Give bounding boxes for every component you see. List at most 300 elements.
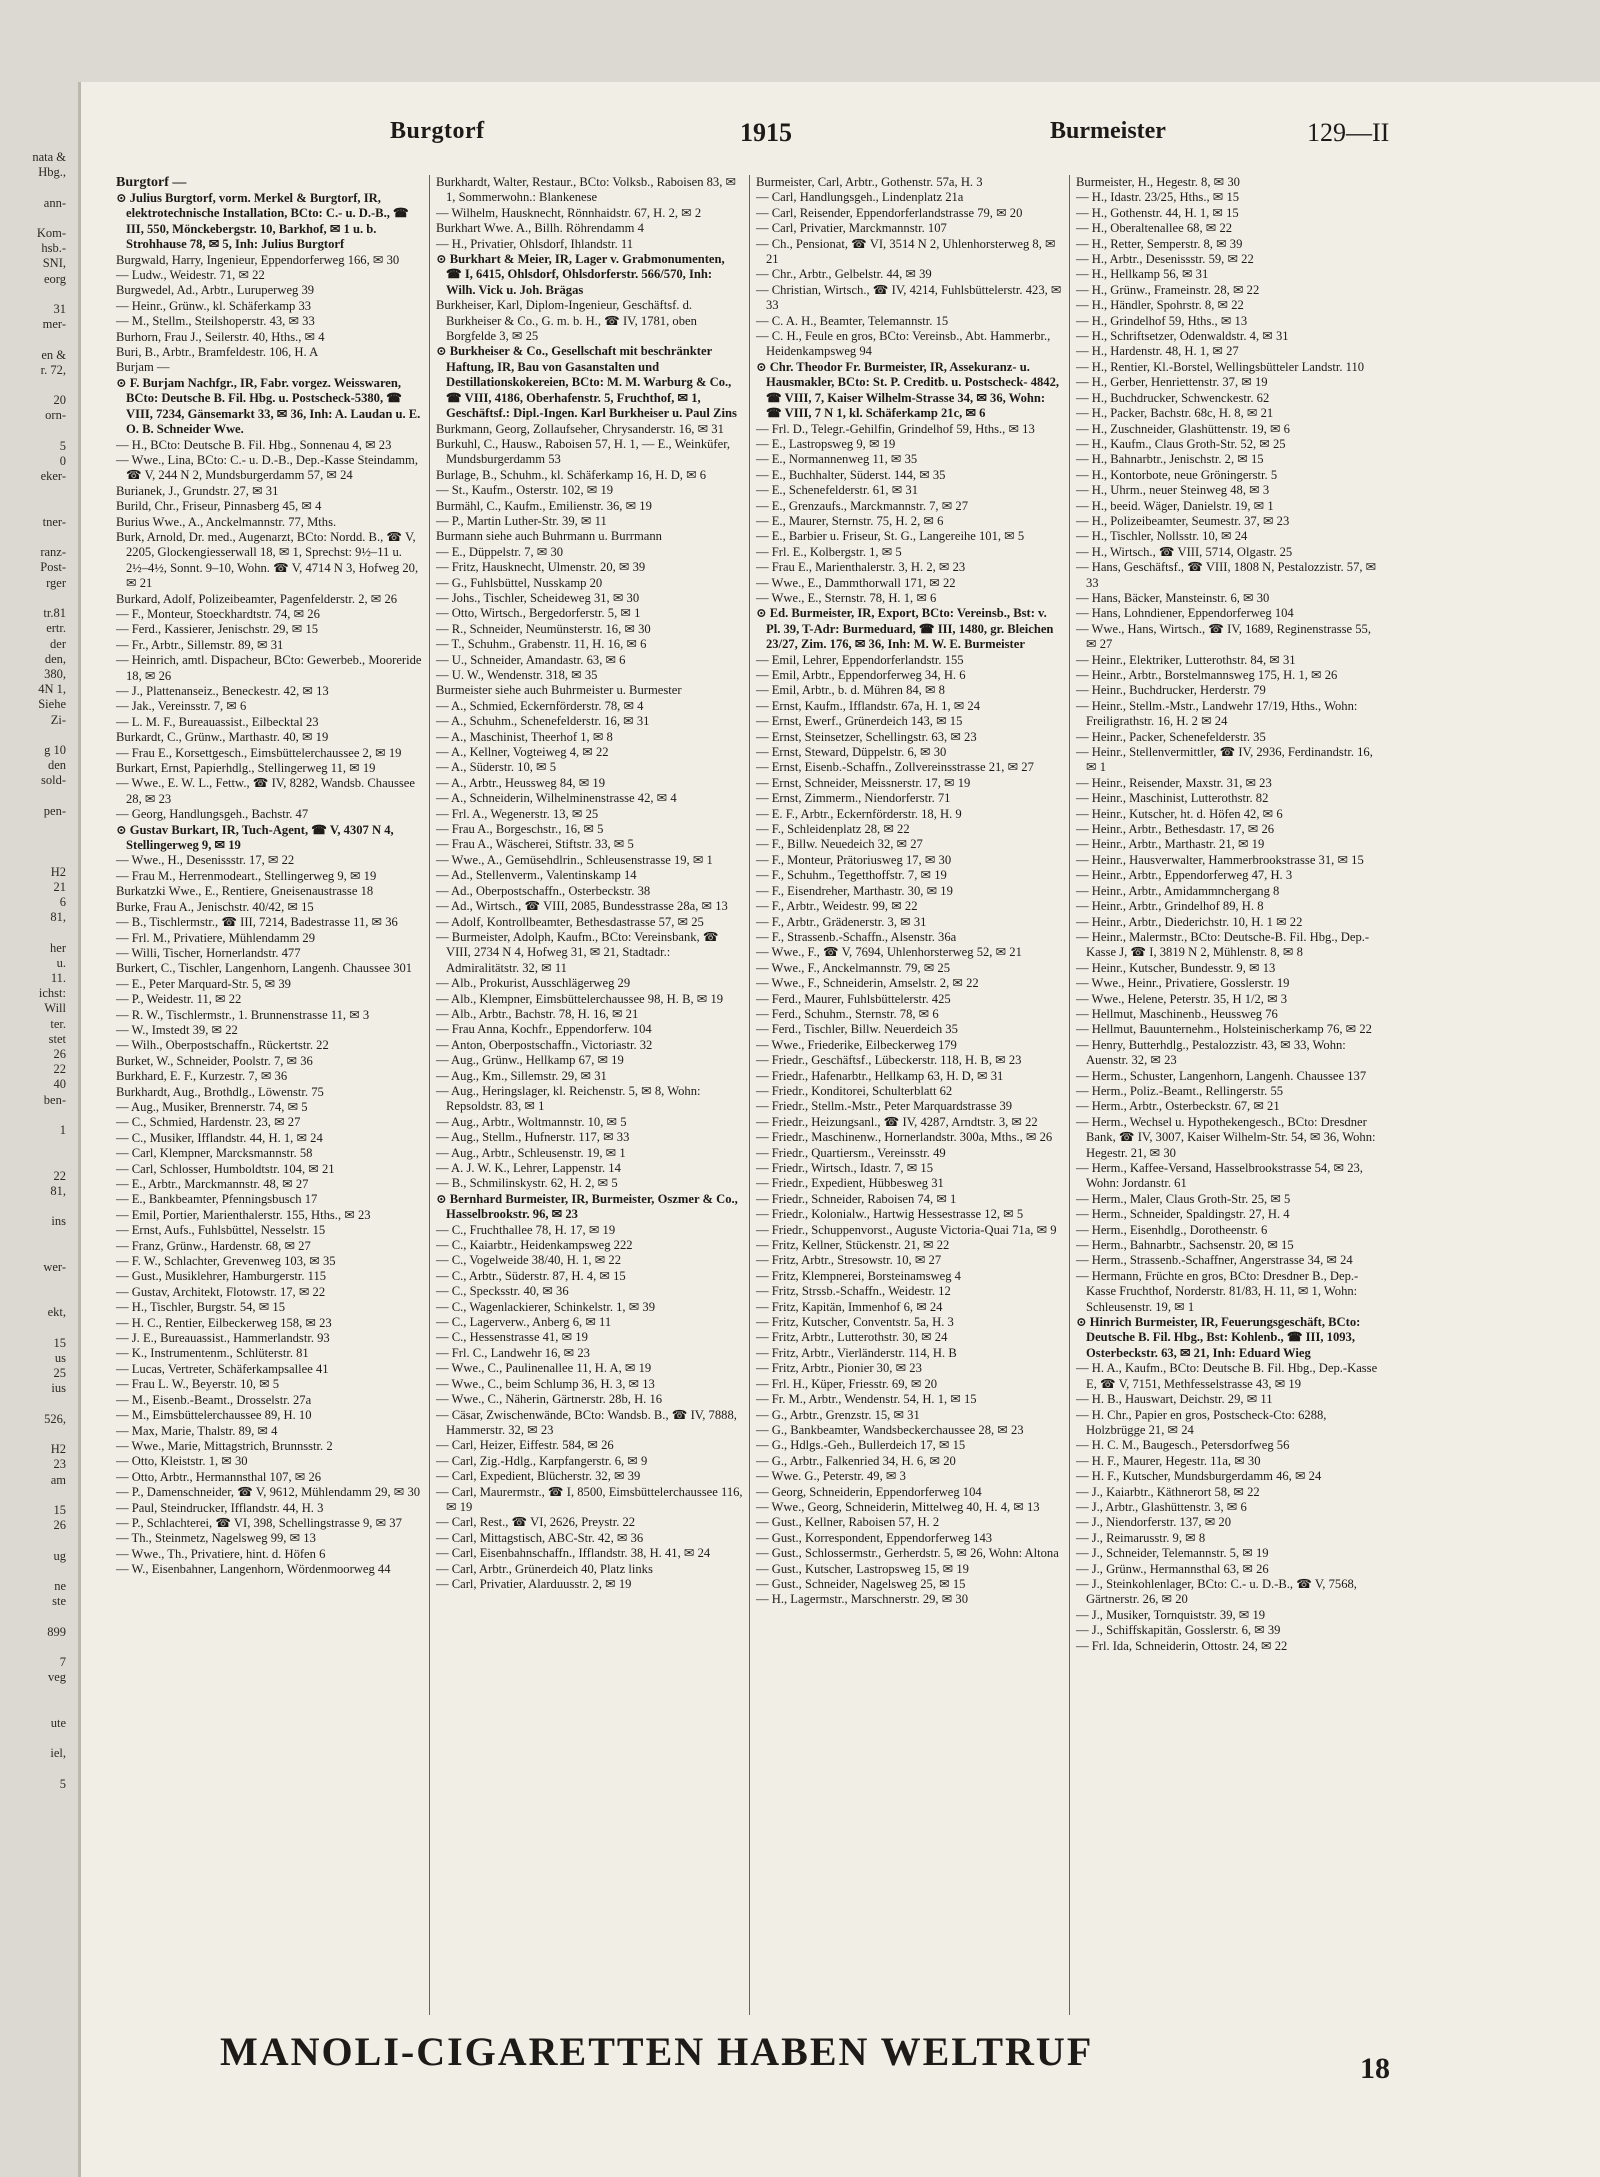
directory-entry: ⊙ Hinrich Burmeister, IR, Feuerungsgeschäft, BCto: Deutsche B. Fil. Hbg., Bst: Kohlenb., ☎ III, 1093, Osterbeckstr. 63, ✉ 21, Inh: Eduard Wieg (1076, 1315, 1361, 1360)
directory-entry: — Emil, Arbtr., b. d. Mühren 84, ✉ 8 (756, 683, 945, 698)
previous-page-fragment (0, 1321, 70, 1336)
directory-entry: — H., Arbtr., Desenissstr. 59, ✉ 22 (1076, 252, 1254, 267)
directory-entry: — Fritz, Kellner, Stückenstr. 21, ✉ 22 (756, 1238, 950, 1253)
directory-entry: — C., Wagenlackierer, Schinkelstr. 1, ✉ 39 (436, 1299, 655, 1314)
directory-entry: — Frau A., Borgeschstr., 16, ✉ 5 (436, 822, 604, 837)
previous-page-fragment: eorg (44, 271, 66, 286)
previous-page-fragment (0, 1199, 70, 1214)
directory-entry: — Frl. A., Wegenerstr. 13, ✉ 25 (436, 806, 599, 821)
footer-page-number: 18 (1360, 2052, 1390, 2085)
directory-entry: — Carl, Zig.-Hdlg., Karpfangerstr. 6, ✉ 9 (436, 1453, 648, 1468)
directory-entry: ⊙ Ed. Burmeister, IR, Export, BCto: Vereinsb., Bst: v. Pl. 39, T-Adr: Burmeduard, ☎ III, 1480, gr. Bleichen 23/27, Zim. 176, ✉ 36, Inh: M. W. E. Burmeister (756, 606, 1054, 652)
directory-entry: — Alb., Klempner, Eimsbüttelerchaussee 98, H. B, ✉ 19 (436, 991, 724, 1006)
directory-entry: — Friedr., Heizungsanl., ☎ IV, 4287, Arndtstr. 3, ✉ 22 (756, 1114, 1038, 1129)
directory-entry: — B., Tischlermstr., ☎ III, 7214, Badestrasse 11, ✉ 36 (116, 915, 398, 930)
previous-page-fragment: 40 (53, 1077, 66, 1092)
directory-entry: — Wwe. G., Peterstr. 49, ✉ 3 (756, 1469, 906, 1484)
directory-entry: — P., Weidestr. 11, ✉ 22 (116, 992, 242, 1007)
directory-entry: Burkard, Adolf, Polizeibeamter, Pagenfelderstr. 2, ✉ 26 (116, 591, 398, 606)
directory-entry: — J., Niendorferstr. 137, ✉ 20 (1076, 1515, 1232, 1530)
directory-entry: — Heinr., Elektriker, Lutterothstr. 84, ✉ 31 (1076, 652, 1296, 667)
previous-page-fragment: iel, (50, 1746, 66, 1761)
directory-entry: — H., Lagermstr., Marschnerstr. 29, ✉ 30 (756, 1592, 969, 1607)
previous-page-fragment: tner- (42, 514, 66, 529)
directory-entry: — Gust., Schlossermstr., Gerherdstr. 5, ✉ 26, Wohn: Altona (756, 1546, 1059, 1561)
directory-entry: — H., Rentier, Kl.-Borstel, Wellingsbütteler Landstr. 110 (1076, 359, 1365, 374)
previous-page-fragment (0, 1610, 70, 1625)
directory-entry: — Carl, Expedient, Blücherstr. 32, ✉ 39 (436, 1469, 641, 1484)
directory-entry: — Max, Marie, Thalstr. 89, ✉ 4 (116, 1423, 278, 1438)
previous-page-fragment: eker- (40, 469, 66, 484)
directory-entry: — Heinr., Malermstr., BCto: Deutsche-B. Fil. Hbg., Dep.-Kasse J, ☎ I, 3819 N 2, Mühlenstr. 8, ✉ 8 (1076, 929, 1370, 960)
previous-page-fragment: rger (46, 575, 66, 590)
directory-entry: — T., Schuhm., Grabenstr. 11, H. 16, ✉ 6 (436, 637, 647, 652)
previous-page-fragment (0, 1488, 70, 1503)
directory-entry: — Carl, Arbtr., Grünerdeich 40, Platz links (436, 1561, 653, 1576)
directory-entry: — Frl. H., Küper, Friesstr. 69, ✉ 20 (756, 1376, 938, 1391)
directory-entry: — H., Gerber, Henriettenstr. 37, ✉ 19 (1076, 375, 1268, 390)
directory-entry: — H. F., Maurer, Hegestr. 11a, ✉ 30 (1076, 1453, 1261, 1468)
previous-page-fragment: der (50, 636, 66, 651)
directory-entry: — Carl, Heizer, Eiffestr. 584, ✉ 26 (436, 1438, 614, 1453)
previous-page-fragment: en & (41, 347, 66, 362)
directory-entry: — Wwe., Marie, Mittagstrich, Brunnsstr. 2 (116, 1438, 333, 1453)
directory-entry: — Ad., Oberpostschaffn., Osterbeckstr. 38 (436, 883, 651, 898)
directory-entry: Burkhard, E. F., Kurzestr. 7, ✉ 36 (116, 1069, 288, 1084)
previous-page-fragment: 526, (44, 1411, 66, 1426)
previous-page-fragment (0, 1762, 70, 1777)
directory-entry: — E., Lastropsweg 9, ✉ 19 (756, 436, 896, 451)
previous-page-fragment (0, 1290, 70, 1305)
directory-entry: — H., Kaufm., Claus Groth-Str. 52, ✉ 25 (1076, 436, 1286, 451)
directory-entry: — Burmeister, Adolph, Kaufm., BCto: Vereinsbank, ☎ VIII, 2734 N 4, Hofweg 31, ✉ 21, Stadtadr.: Admiralitätstr. 32, ✉ 11 (436, 929, 719, 975)
directory-entry: — Adolf, Kontrollbeamter, Bethesdastrasse 57, ✉ 25 (436, 914, 704, 929)
directory-entry: Burianek, J., Grundstr. 27, ✉ 31 (116, 483, 279, 498)
previous-page-fragment (0, 1731, 70, 1746)
directory-entry: — M., Eimsbüttelerchaussee 89, H. 10 (116, 1408, 312, 1423)
directory-entry: — Herm., Schuster, Langenhorn, Langenh. Chaussee 137 (1076, 1068, 1367, 1083)
directory-entry: — Aug., Grünw., Hellkamp 67, ✉ 19 (436, 1053, 624, 1068)
directory-entry: — E., Bankbeamter, Pfenningsbusch 17 (116, 1192, 318, 1207)
directory-entry: — H., Gothenstr. 44, H. 1, ✉ 15 (1076, 205, 1239, 220)
directory-entry: — H. F., Kutscher, Mundsburgerdamm 46, ✉ 24 (1076, 1469, 1322, 1484)
directory-entry: — Alb., Prokurist, Ausschlägerweg 29 (436, 976, 631, 991)
directory-entry: — Wwe., E. W. L., Fettw., ☎ IV, 8282, Wandsb. Chaussee 28, ✉ 23 (116, 776, 415, 806)
directory-entry: — Heinr., Stellenvermittler, ☎ IV, 2936, Ferdinandstr. 16, ✉ 1 (1076, 745, 1373, 775)
directory-entry: — R. W., Tischlermstr., 1. Brunnenstrasse 11, ✉ 3 (116, 1007, 370, 1022)
column-2 (430, 175, 750, 2015)
directory-entry: — Ernst, Zimmerm., Niendorferstr. 71 (756, 791, 951, 806)
directory-entry: — Willi, Tischer, Hornerlandstr. 477 (116, 945, 301, 960)
directory-entry: Burkuhl, C., Hausw., Raboisen 57, H. 1, — E., Weinküfer, Mundsburgerdamm 53 (436, 436, 731, 467)
directory-entry: — Herm., Kaffee-Versand, Hasselbrookstrasse 54, ✉ 23, Wohn: Jordanstr. 61 (1076, 1161, 1363, 1191)
directory-entry: — G., Bankbeamter, Wandsbeckerchaussee 28, ✉ 23 (756, 1422, 1024, 1437)
directory-entry: — Ferd., Tischler, Billw. Neuerdeich 35 (756, 1022, 958, 1037)
directory-entry: — Friedr., Schneider, Raboisen 74, ✉ 1 (756, 1191, 957, 1206)
directory-entry: — Heinr., Arbtr., Bethesdastr. 17, ✉ 26 (1076, 822, 1275, 837)
directory-entry: — Gust., Kellner, Raboisen 57, H. 2 (756, 1515, 940, 1530)
previous-page-fragment (0, 849, 70, 864)
directory-entry: — Ferd., Schuhm., Sternstr. 78, ✉ 6 (756, 1006, 939, 1021)
directory-entry: — Hans, Geschäftsf., ☎ VIII, 1808 N, Pestalozzistr. 57, ✉ 33 (1076, 560, 1377, 590)
directory-entry: — B., Schmilinskystr. 62, H. 2, ✉ 5 (436, 1176, 618, 1191)
directory-entry: — H., Polizeibeamter, Seumestr. 37, ✉ 23 (1076, 513, 1290, 528)
previous-page-fragment: orn- (45, 408, 66, 423)
previous-page-fragment: ekt, (47, 1305, 66, 1320)
directory-entry: — Jak., Vereinsstr. 7, ✉ 6 (116, 699, 247, 714)
directory-entry: — Hellmut, Bauunternehm., Holsteinischerkamp 76, ✉ 22 (1076, 1022, 1372, 1037)
directory-entry: — A., Süderstr. 10, ✉ 5 (436, 760, 557, 775)
previous-page-fragment (0, 819, 70, 834)
directory-entry: — Herm., Bahnarbtr., Sachsenstr. 20, ✉ 15 (1076, 1238, 1294, 1253)
directory-entry: — H., Wirtsch., ☎ VIII, 5714, Olgastr. 25 (1076, 544, 1293, 559)
column-1 (110, 175, 430, 2015)
directory-entry: — H. A., Kaufm., BCto: Deutsche B. Fil. Hbg., Dep.-Kasse E, ☎ V, 7151, Methfesselstrasse 43, ✉ 19 (1076, 1361, 1378, 1391)
directory-entry: — Ad., Wirtsch., ☎ VIII, 2085, Bundesstrasse 28a, ✉ 13 (436, 899, 728, 914)
directory-entry: — Herm., Wechsel u. Hypothekengesch., BCto: Dresdner Bank, ☎ IV, 3007, Kaiser Wilhelm-Str. 54, ✉ 36, Wohn: Hegestr. 21, ✉ 30 (1076, 1114, 1376, 1160)
directory-entry: — F., Eisendreher, Marthastr. 30, ✉ 19 (756, 883, 953, 898)
previous-page-fragment (0, 1686, 70, 1701)
directory-entry: — G., Hdlgs.-Geh., Bullerdeich 17, ✉ 15 (756, 1438, 966, 1453)
directory-entry: — F., Schuhm., Tegetthoffstr. 7, ✉ 19 (756, 868, 947, 883)
directory-entry: — J., Reimarusstr. 9, ✉ 8 (1076, 1530, 1206, 1545)
previous-page-fragment (0, 500, 70, 515)
directory-entry: — Wwe., Friederike, Eilbeckerweg 179 (756, 1037, 957, 1052)
directory-entry: — H., Grünw., Frameinstr. 28, ✉ 22 (1076, 282, 1260, 297)
directory-entry: — H. C. M., Baugesch., Petersdorfweg 56 (1076, 1438, 1290, 1453)
previous-page-fragment: Zi- (50, 712, 66, 727)
previous-page-fragment (0, 789, 70, 804)
directory-entry: Burmeister, Carl, Arbtr., Gothenstr. 57a, H. 3 (756, 175, 983, 189)
directory-entry: Burkatzki Wwe., E., Rentiere, Gneisenaustrasse 18 (116, 884, 374, 899)
previous-page-fragment: 5 (59, 438, 66, 453)
directory-entry: — Gust., Korrespondent, Eppendorferweg 143 (756, 1530, 993, 1545)
directory-entry: — Wwe., E., Dammthorwall 171, ✉ 22 (756, 575, 956, 590)
directory-entry: — E., Grenzaufs., Marckmannstr. 7, ✉ 27 (756, 498, 969, 513)
previous-page-fragment: 7 (59, 1655, 66, 1670)
header-right-keyword: Burmeister (1050, 118, 1166, 144)
directory-entry: — Hermann, Früchte en gros, BCto: Dresdner B., Dep.-Kasse Fruchthof, Norderstr. 81/83, H. 11, ✉ 1, Wohn: Schleusenstr. 19, ✉ 1 (1076, 1268, 1359, 1314)
previous-page-fragment (0, 1427, 70, 1442)
directory-entry: — A., Schneiderin, Wilhelminenstrasse 42, ✉ 4 (436, 791, 677, 806)
previous-page-fragment: veg (47, 1670, 66, 1685)
directory-entry: — Fritz, Kutscher, Conventstr. 5a, H. 3 (756, 1315, 954, 1330)
previous-page-fragment (0, 925, 70, 940)
previous-page-fragment: Siehe (38, 697, 66, 712)
directory-entry: — M., Eisenb.-Beamt., Drosselstr. 27a (116, 1392, 312, 1407)
directory-entry: — Carl, Privatier, Marckmannstr. 107 (756, 221, 947, 236)
previous-page-fragment: 81, (50, 1183, 66, 1198)
directory-entry: — C., Kaiarbtr., Heidenkampsweg 222 (436, 1238, 633, 1253)
previous-page-fragment: tr.81 (43, 606, 66, 621)
directory-entry: — Hans, Bäcker, Mansteinstr. 6, ✉ 30 (1076, 590, 1270, 605)
previous-page-fragment: us (54, 1351, 66, 1366)
directory-entry: — E., Normannenweg 11, ✉ 35 (756, 452, 918, 467)
previous-page-fragment: ranz- (40, 545, 66, 560)
directory-entry: — Carl, Handlungsgeh., Lindenplatz 21a (756, 190, 964, 205)
directory-entry: — Herm., Arbtr., Osterbeckstr. 67, ✉ 21 (1076, 1099, 1280, 1114)
directory-entry: — G., Fuhlsbüttel, Nusskamp 20 (436, 575, 603, 590)
directory-entry: — Heinr., Arbtr., Grindelhof 89, H. 8 (1076, 899, 1264, 914)
directory-entry: — Herm., Strassenb.-Schaffner, Angerstrasse 34, ✉ 24 (1076, 1253, 1353, 1268)
directory-entry: — Otto, Kleiststr. 1, ✉ 30 (116, 1454, 248, 1469)
directory-entry: — U., Schneider, Amandastr. 63, ✉ 6 (436, 652, 626, 667)
previous-page-fragment: mer- (42, 317, 66, 332)
previous-page-fragment (0, 1245, 70, 1260)
directory-entry: — Ernst, Steinsetzer, Schellingstr. 63, ✉ 23 (756, 729, 977, 744)
directory-entry: — H., Uhrm., neuer Steinweg 48, ✉ 3 (1076, 483, 1270, 498)
directory-entry: — Heinr., Reisender, Maxstr. 31, ✉ 23 (1076, 775, 1272, 790)
directory-entry: — Wwe., F., Schneiderin, Amselstr. 2, ✉ 22 (756, 976, 979, 991)
directory-entry: ⊙ Chr. Theodor Fr. Burmeister, IR, Assekuranz- u. Hausmakler, BCto: St. P. Creditb. u. Postscheck- 4842, ☎ VIII, 7, Kaiser Wilhelm-Strasse 34, ✉ 36, Wohn: ☎ VIII, 7 N 1, kl. Schäferkamp 21c, ✉ 6 (756, 359, 1060, 421)
directory-entry: Burkert, C., Tischler, Langenhorn, Langenh. Chaussee 301 (116, 961, 413, 976)
previous-page-fragment: ter. (50, 1016, 66, 1031)
directory-entry: — Friedr., Konditorei, Schulterblatt 62 (756, 1083, 953, 1098)
directory-entry: — F., Monteur, Stoeckhardtstr. 74, ✉ 26 (116, 606, 320, 621)
directory-entry: Burk, Arnold, Dr. med., Augenarzt, BCto: Nordd. B., ☎ V, 2205, Glockengiesserwall 18, ✉ 1, Sprechst: 9½–11 u. 2½–4½, Sonnt. 9–10, Wohn. ☎ V, 4714 N 3, Hofweg 20, ✉ 21 (116, 529, 419, 591)
directory-entry: — Heinr., Hausverwalter, Hammerbrookstrasse 31, ✉ 15 (1076, 852, 1364, 867)
previous-page-fragment: 6 (59, 894, 66, 909)
directory-entry: — H. B., Hauswart, Deichstr. 29, ✉ 11 (1076, 1392, 1273, 1407)
directory-entry: — Wwe., C., Paulinenallee 11, H. A, ✉ 19 (436, 1361, 652, 1376)
previous-page-fragment (0, 834, 70, 849)
previous-page-fragment: den, (44, 651, 66, 666)
directory-entry: — C., Schmied, Hardenstr. 23, ✉ 27 (116, 1115, 301, 1130)
directory-entry: — Heinr., Arbtr., Borstelmannsweg 175, H. 1, ✉ 26 (1076, 668, 1338, 682)
directory-entry: — Carl, Klempner, Marcksmannstr. 58 (116, 1146, 313, 1161)
directory-entry: ⊙ F. Burjam Nachfgr., IR, Fabr. vorgez. Weisswaren, BCto: Deutsche B. Fil. Hbg. u. Postscheck-5380, ☎ VIII, 7234, Gänsemarkt 33, ✉ 36, Inh: A. Laudan u. E. O. B. Schneider Wwe. (116, 375, 421, 437)
directory-entry: — C., Arbtr., Süderstr. 87, H. 4, ✉ 15 (436, 1268, 626, 1283)
previous-page-fragment (0, 1397, 70, 1412)
directory-entry: — Friedr., Schuppenvorst., Auguste Victoria-Quai 71a, ✉ 9 (756, 1222, 1057, 1237)
previous-page-fragment: g 10 (44, 742, 66, 757)
directory-entry: — Frau Anna, Kochfr., Eppendorferw. 104 (436, 1022, 652, 1037)
previous-page-fragment (0, 378, 70, 393)
directory-entry: — H., Bahnarbtr., Jenischstr. 2, ✉ 15 (1076, 452, 1264, 467)
directory-entry: — St., Kaufm., Osterstr. 102, ✉ 19 (436, 483, 614, 498)
directory-entry: — A., Arbtr., Heussweg 84, ✉ 19 (436, 775, 606, 790)
directory-entry: — M., Stellm., Steilshoperstr. 43, ✉ 33 (116, 314, 315, 329)
directory-entry: — Frl. Ida, Schneiderin, Ottostr. 24, ✉ 22 (1076, 1638, 1288, 1653)
directory-entry: — Frau E., Korsettgesch., Eimsbüttelerchaussee 2, ✉ 19 (116, 745, 402, 760)
previous-page-fragment: ug (53, 1548, 66, 1563)
previous-page-fragment: SNI, (42, 256, 66, 271)
directory-entry: — E., Barbier u. Friseur, St. G., Langereihe 101, ✉ 5 (756, 529, 1025, 544)
directory-entry: — Wwe., C., beim Schlump 36, H. 3, ✉ 13 (436, 1376, 655, 1391)
previous-page-fragment: am (50, 1472, 66, 1487)
directory-entry: Burkhart Wwe. A., Billh. Röhrendamm 4 (436, 221, 644, 236)
previous-page-fragment (0, 1564, 70, 1579)
directory-entry: — Carl, Privatier, Alarduusstr. 2, ✉ 19 (436, 1576, 632, 1591)
previous-page-fragment (0, 287, 70, 302)
directory-entry: Burkheiser, Karl, Diplom-Ingenieur, Geschäftsf. d. Burkheiser & Co., G. m. b. H., ☎ IV, 1781, oben Borgfelde 3, ✉ 25 (436, 298, 697, 344)
directory-entry: — A., Kellner, Vogteiweg 4, ✉ 22 (436, 745, 609, 760)
previous-page-fragment: hsb.- (41, 241, 66, 256)
directory-entry: — Wwe., F., ☎ V, 7694, Uhlenhorsterweg 52, ✉ 21 (756, 945, 1022, 960)
previous-page-fragment: 22 (53, 1168, 66, 1183)
directory-entry: — Fritz, Arbtr., Vierländerstr. 114, H. B (756, 1345, 957, 1360)
directory-entry: — Heinr., Buchdrucker, Herderstr. 79 (1076, 683, 1266, 698)
directory-entry: — F., Arbtr., Grädenerstr. 3, ✉ 31 (756, 914, 927, 929)
previous-page-fragment: 1 (59, 1123, 66, 1137)
directory-entry: — Heinr., Stellm.-Mstr., Landwehr 17/19, Hths., Wohn: Freiligrathstr. 16, H. 2 ✉ 24 (1076, 698, 1358, 729)
directory-entry: Burgwald, Harry, Ingenieur, Eppendorferweg 166, ✉ 30 (116, 252, 400, 267)
directory-entry: — E., Schenefelderstr. 61, ✉ 31 (756, 483, 918, 498)
previous-page-fragment: nata & (32, 150, 66, 164)
previous-page-fragment: ne (54, 1579, 66, 1594)
previous-page-fragment: pen- (43, 803, 66, 818)
directory-entry: — Heinr., Maschinist, Lutterothstr. 82 (1076, 791, 1269, 806)
directory-entry: — F., Strassenb.-Schaffn., Alsenstr. 36a (756, 929, 957, 944)
directory-entry: Burke, Frau A., Jenischstr. 40/42, ✉ 15 (116, 899, 314, 914)
directory-entry: ⊙ Julius Burgtorf, vorm. Merkel & Burgtorf, IR, elektrotechnische Installation, BCto: C.- u. D.-B., ☎ III, 550, Mönckebergstr. 10, Barkhof, ✉ 1 u. b. Strohhause 78, ✉ 5, Inh: Julius Burgtorf (116, 191, 409, 252)
previous-page-fragment (0, 180, 70, 195)
directory-entry: — Franz, Grünw., Hardenstr. 68, ✉ 27 (116, 1238, 311, 1253)
previous-page-fragment: Hbg., (38, 165, 66, 180)
previous-page-fragment (0, 211, 70, 226)
header-left-keyword: Burgtorf (390, 118, 485, 144)
directory-entry: — Carl, Rest., ☎ VI, 2626, Preystr. 22 (436, 1515, 636, 1530)
directory-entry: — E., Peter Marquard-Str. 5, ✉ 39 (116, 976, 291, 991)
previous-page-fragment: r. 72, (40, 362, 66, 377)
directory-entry: — L. M. F., Bureauassist., Eilbecktal 23 (116, 714, 319, 729)
directory-entry: — Johs., Tischler, Scheideweg 31, ✉ 30 (436, 590, 640, 605)
directory-entry: — F., Arbtr., Weidestr. 99, ✉ 22 (756, 899, 918, 914)
previous-page-fragment (0, 591, 70, 606)
directory-entry: Burius Wwe., A., Anckelmannstr. 77, Mths. (116, 514, 337, 529)
directory-entry: — C., Vogelweide 38/40, H. 1, ✉ 22 (436, 1253, 621, 1268)
directory-entry: — C., Lagerverw., Anberg 6, ✉ 11 (436, 1315, 612, 1330)
directory-entry: — Friedr., Expedient, Hübbesweg 31 (756, 1176, 944, 1191)
directory-entry: — Henry, Butterhdlg., Pestalozzistr. 43, ✉ 33, Wohn: Auenstr. 32, ✉ 23 (1076, 1037, 1346, 1068)
previous-page-fragment: Will (44, 1001, 66, 1016)
directory-entry: — Aug., Arbtr., Woltmannstr. 10, ✉ 5 (436, 1114, 627, 1129)
directory-entry: — E., Arbtr., Marckmannstr. 48, ✉ 27 (116, 1177, 309, 1191)
directory-entry: — Aug., Musiker, Brennerstr. 74, ✉ 5 (116, 1099, 308, 1114)
directory-entry: — Emil, Portier, Marienthalerstr. 155, Hths., ✉ 23 (116, 1207, 371, 1222)
directory-entry: — H., Buchdrucker, Schwenckestr. 62 (1076, 390, 1270, 405)
directory-entry: — Fritz, Hausknecht, Ulmenstr. 20, ✉ 39 (436, 560, 646, 575)
directory-entry: — Ad., Stellenverm., Valentinskamp 14 (436, 868, 637, 883)
directory-entry: — Heinr., Arbtr., Eppendorferweg 47, H. 3 (1076, 868, 1293, 883)
directory-entry: — Emil, Lehrer, Eppendorferlandstr. 155 (756, 652, 964, 667)
directory-entry: Burmann siehe auch Buhrmann u. Burrmann (436, 529, 662, 544)
directory-entry: — C. A. H., Beamter, Telemannstr. 15 (756, 313, 949, 328)
directory-entry: — Ernst, Ewerf., Grünerdeich 143, ✉ 15 (756, 714, 963, 729)
directory-entry: — Ernst, Schneider, Meissnerstr. 17, ✉ 19 (756, 775, 971, 790)
directory-entry: — Ch., Pensionat, ☎ VI, 3514 N 2, Uhlenhorsterweg 8, ✉ 21 (756, 236, 1056, 267)
directory-entry: — Carl, Eisenbahnschaffn., Ifflandstr. 38, H. 41, ✉ 24 (436, 1546, 711, 1561)
directory-entry: — Ernst, Kaufm., Ifflandstr. 67a, H. 1, ✉ 24 (756, 698, 981, 713)
directory-entry: — Frau E., Marienthalerstr. 3, H. 2, ✉ 23 (756, 560, 966, 575)
directory-entry: — Carl, Reisender, Eppendorferlandstrasse 79, ✉ 20 (756, 205, 1023, 220)
directory-entry: — Heinr., Grünw., kl. Schäferkamp 33 (116, 298, 312, 313)
directory-entry: — J., Schneider, Telemannstr. 5, ✉ 19 (1076, 1546, 1269, 1561)
directory-entry: — Aug., Stellm., Hufnerstr. 117, ✉ 33 (436, 1130, 630, 1145)
directory-entry: — Frl. C., Landwehr 16, ✉ 23 (436, 1345, 590, 1360)
directory-entry: — Fritz, Klempnerei, Borsteinamsweg 4 (756, 1268, 961, 1283)
directory-entry: — Wwe., Lina, BCto: C.- u. D.-B., Dep.-Kasse Steindamm, ☎ V, 244 N 2, Mundsburgerdamm 57, ✉ 24 (116, 452, 418, 483)
directory-entry: — Ferd., Kassierer, Jenischstr. 29, ✉ 15 (116, 622, 319, 637)
previous-page-fragment: Kom- (36, 226, 66, 241)
previous-page-fragment: den (47, 758, 66, 773)
directory-entry: — Carl, Maurermstr., ☎ I, 8500, Eimsbüttelerchaussee 116, ✉ 19 (436, 1484, 743, 1514)
directory-entry: — H. C., Rentier, Eilbeckerweg 158, ✉ 23 (116, 1315, 332, 1330)
directory-entry: Burgtorf — (116, 175, 187, 190)
directory-entry: — Emil, Arbtr., Eppendorferweg 34, H. 6 (756, 668, 966, 682)
directory-entry: — Heinrich, amtl. Dispacheur, BCto: Gewerbeb., Mooreride 18, ✉ 26 (116, 653, 422, 683)
previous-page-fragment: 20 (53, 393, 66, 408)
directory-entry: — F., Schleidenplatz 28, ✉ 22 (756, 822, 910, 837)
directory-entry: — G., Arbtr., Falkenried 34, H. 6, ✉ 20 (756, 1453, 956, 1468)
directory-entry: — Wwe., H., Desenissstr. 17, ✉ 22 (116, 853, 295, 868)
directory-entry: — Friedr., Hafenarbtr., Hellkamp 63, H. D, ✉ 31 (756, 1068, 1004, 1083)
previous-page-fragment: sold- (41, 773, 66, 788)
directory-entry: — Wilh., Oberpostschaffn., Rückertstr. 22 (116, 1038, 329, 1053)
previous-page-fragment: 15 (53, 1335, 66, 1350)
directory-entry: — Herm., Schneider, Spaldingstr. 27, H. 4 (1076, 1207, 1290, 1222)
previous-page-fragment: 0 (59, 454, 66, 469)
directory-entry: — Ernst, Eisenb.-Schaffn., Zollvereinsstrasse 21, ✉ 27 (756, 760, 1034, 775)
directory-entry: — Georg, Schneiderin, Eppendorferweg 104 (756, 1484, 982, 1499)
directory-entry: — C., Musiker, Ifflandstr. 44, H. 1, ✉ 24 (116, 1130, 323, 1145)
previous-page-fragment: 31 (53, 302, 66, 317)
directory-entry: — P., Martin Luther-Str. 39, ✉ 11 (436, 513, 607, 528)
directory-entry: — J., Kaiarbtr., Käthnerort 58, ✉ 22 (1076, 1484, 1260, 1499)
directory-entry: — Friedr., Stellm.-Mstr., Peter Marquardstrasse 39 (756, 1099, 1013, 1114)
directory-entry: — Frl. D., Telegr.-Gehilfin, Grindelhof 59, Hths., ✉ 13 (756, 421, 1035, 436)
directory-entry: — A. J. W. K., Lehrer, Lappenstr. 14 (436, 1161, 621, 1175)
directory-entry: — J., Plattenanseiz., Beneckestr. 42, ✉ 13 (116, 684, 329, 698)
previous-page-fragment: 5 (59, 1776, 66, 1791)
previous-page-fragment: ann- (43, 195, 66, 210)
previous-page-fragment: 15 (53, 1503, 66, 1518)
directory-entry: — Heinr., Arbtr., Marthastr. 21, ✉ 19 (1076, 837, 1265, 852)
previous-page-fragment: 23 (53, 1457, 66, 1472)
previous-page-fragment (0, 1138, 70, 1153)
directory-entry: — Chr., Arbtr., Gelbelstr. 44, ✉ 39 (756, 267, 932, 282)
previous-page-fragment: u. (56, 955, 66, 970)
directory-entry: — A., Schuhm., Schenefelderstr. 16, ✉ 31 (436, 714, 650, 729)
directory-entry: Burmeister siehe auch Buhrmeister u. Burmester (436, 683, 682, 698)
directory-entry: — Wwe., C., Näherin, Gärtnerstr. 28b, H. 16 (436, 1392, 663, 1407)
directory-entry: — C., Fruchthallee 78, H. 17, ✉ 19 (436, 1222, 616, 1237)
directory-entry: — H., Oberaltenallee 68, ✉ 22 (1076, 221, 1233, 236)
directory-entry: — Anton, Oberpostschaffn., Victoriastr. 32 (436, 1037, 653, 1052)
directory-entry: Burmähl, C., Kaufm., Emilienstr. 36, ✉ 19 (436, 498, 652, 513)
previous-page-fragment: 25 (53, 1366, 66, 1381)
directory-entry: — Otto, Arbtr., Hermannsthal 107, ✉ 26 (116, 1469, 322, 1484)
directory-entry: — H. Chr., Papier en gros, Postscheck-Cto: 6288, Holzbrügge 21, ✉ 24 (1076, 1407, 1327, 1437)
directory-entry: — Heinr., Arbtr., Amidammnchergang 8 (1076, 883, 1280, 898)
previous-page-fragment: ius (51, 1381, 66, 1396)
previous-page-fragment: Post- (40, 560, 66, 575)
directory-entry: — J. E., Bureauassist., Hammerlandstr. 93 (116, 1331, 330, 1346)
previous-page-fragment: 380, (44, 666, 66, 681)
directory-entry: — Alb., Arbtr., Bachstr. 78, H. 16, ✉ 21 (436, 1006, 639, 1021)
directory-entry: — Heinr., Kutscher, ht. d. Höfen 42, ✉ 6 (1076, 806, 1283, 821)
directory-entry: — Heinr., Kutscher, Bundesstr. 9, ✉ 13 (1076, 960, 1276, 975)
directory-entry: — Frl. E., Kolbergstr. 1, ✉ 5 (756, 544, 902, 559)
directory-entry: — Wwe., A., Gemüsehdlrin., Schleusenstrasse 19, ✉ 1 (436, 852, 713, 867)
previous-page-fragment (0, 1153, 70, 1168)
previous-page-fragment: 11. (50, 970, 66, 985)
previous-page-fragment: 26 (53, 1046, 66, 1061)
directory-entry: — Gustav, Architekt, Flotowstr. 17, ✉ 22 (116, 1284, 326, 1299)
directory-entry: — C., Specksstr. 40, ✉ 36 (436, 1284, 569, 1299)
previous-page-fragment (0, 1275, 70, 1290)
directory-entry: — H., Privatier, Ohlsdorf, Ihlandstr. 11 (436, 236, 634, 251)
